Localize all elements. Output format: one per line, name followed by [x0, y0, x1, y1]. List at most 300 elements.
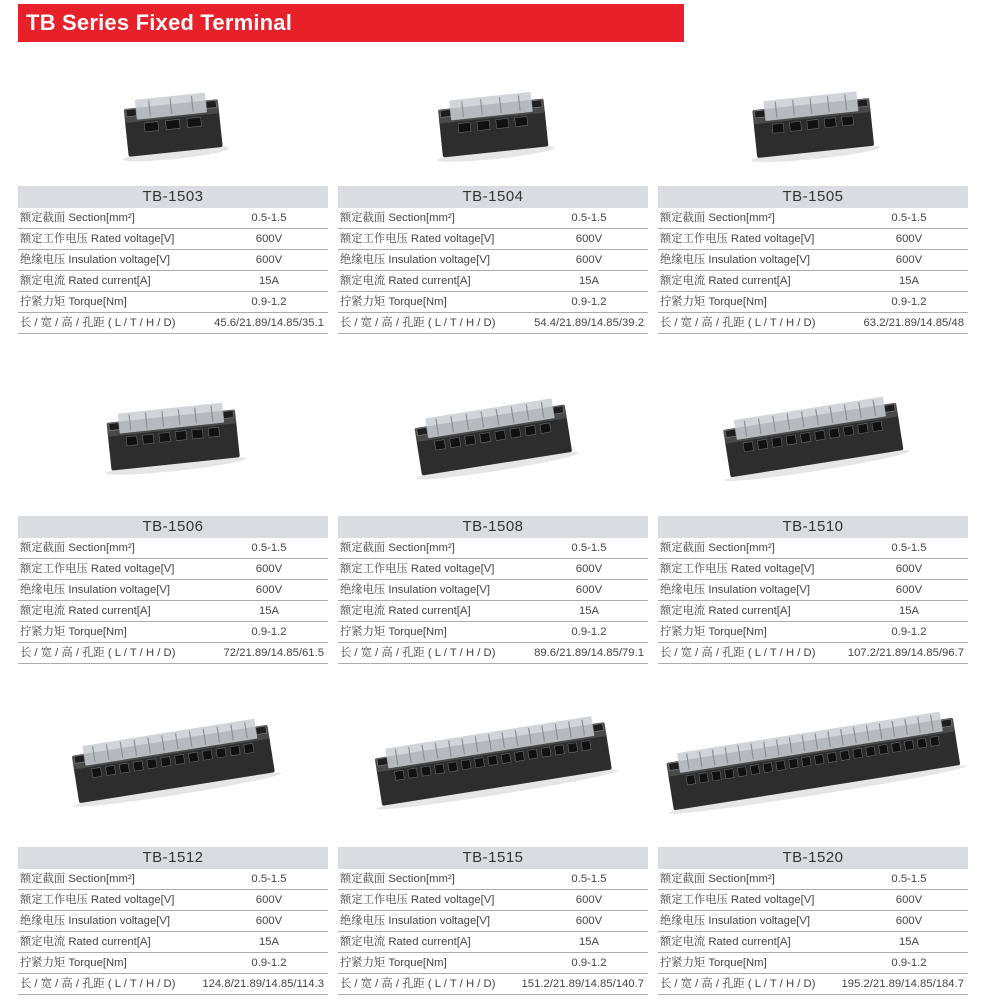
- terminal-slot: [175, 431, 186, 441]
- terminal-slot: [891, 742, 901, 752]
- insulation-voltage-row: [338, 911, 648, 932]
- terminal-slot: [757, 439, 768, 449]
- terminal-block: [431, 90, 555, 165]
- section-row: [338, 538, 648, 559]
- rated-voltage-row: [658, 229, 968, 250]
- spec-label: 拧紧力矩 Torque[Nm]: [20, 626, 127, 638]
- terminal-slot: [474, 758, 484, 768]
- spec-label: 拧紧力矩 Torque[Nm]: [20, 296, 127, 308]
- terminal-slot: [917, 738, 927, 748]
- terminal-block: [100, 401, 247, 478]
- terminal-slot: [133, 761, 143, 771]
- rated-current-row: [338, 601, 648, 622]
- spec-label: 长 / 宽 / 高 / 孔距 ( L / T / H / D): [20, 978, 176, 990]
- terminal-slot: [776, 761, 786, 771]
- spec-value: 0.9-1.2: [251, 957, 287, 969]
- spec-value: 600V: [255, 233, 283, 245]
- insulation-voltage-row: [338, 580, 648, 601]
- section-row: [18, 538, 328, 559]
- spec-table: [658, 516, 968, 664]
- terminal-illustration: [338, 54, 648, 184]
- terminal-slot: [480, 433, 491, 443]
- terminal-slot: [187, 117, 202, 127]
- section-row: [338, 869, 648, 890]
- spec-value: 15A: [258, 275, 280, 287]
- terminal-slot: [488, 755, 498, 765]
- terminal-slot: [92, 767, 102, 777]
- terminal-slot: [686, 775, 696, 785]
- spec-value: 72/21.89/14.85/61.5: [223, 647, 324, 659]
- terminal-slot: [581, 741, 591, 751]
- dimensions-row: [338, 974, 648, 995]
- spec-label: 额定工作电压 Rated voltage[V]: [20, 894, 175, 906]
- terminal-slot: [448, 762, 458, 772]
- spec-label: 拧紧力矩 Torque[Nm]: [340, 957, 447, 969]
- terminal-slot: [824, 118, 836, 128]
- spec-label: 额定工作电压 Rated voltage[V]: [340, 233, 495, 245]
- terminal-slot: [540, 423, 551, 433]
- dimensions-row: [338, 313, 648, 334]
- terminal-illustration: [658, 54, 968, 184]
- spec-value: 600V: [255, 584, 283, 596]
- spec-value: 15A: [258, 605, 280, 617]
- spec-label: 额定工作电压 Rated voltage[V]: [20, 233, 175, 245]
- rated-current-row: [338, 271, 648, 292]
- mount-hole-left: [109, 423, 120, 431]
- terminal-slot: [879, 744, 889, 754]
- spec-label: 额定截面 Section[mm²]: [20, 873, 135, 885]
- spec-value: 45.6/21.89/14.85/35.1: [214, 317, 324, 329]
- product-photo: [658, 690, 968, 820]
- product-photo: [658, 54, 968, 184]
- rated-voltage-row: [18, 559, 328, 580]
- terminal-slot: [699, 773, 709, 783]
- dimensions-row: [658, 643, 968, 664]
- spec-value: 15A: [578, 275, 600, 287]
- terminal-slot: [789, 121, 801, 131]
- terminal-slot: [126, 436, 137, 446]
- spec-value: 0.5-1.5: [891, 212, 927, 224]
- torque-row: [338, 953, 648, 974]
- spec-label: 额定截面 Section[mm²]: [660, 212, 775, 224]
- mount-hole-right: [884, 404, 895, 412]
- spec-label: 拧紧力矩 Torque[Nm]: [340, 296, 447, 308]
- terminal-illustration: [18, 366, 328, 496]
- rated-current-row: [338, 932, 648, 953]
- torque-row: [658, 622, 968, 643]
- spec-value: 124.8/21.89/14.85/114.3: [202, 978, 324, 990]
- terminal-slot: [829, 428, 840, 438]
- spec-value: 15A: [898, 275, 920, 287]
- spec-value: 600V: [255, 563, 283, 575]
- terminal-slot: [827, 752, 837, 762]
- spec-label: 长 / 宽 / 高 / 孔距 ( L / T / H / D): [20, 317, 176, 329]
- terminal-slot: [568, 743, 578, 753]
- spec-label: 额定电流 Rated current[A]: [660, 936, 791, 948]
- terminal-block: [117, 91, 230, 165]
- terminal-slot: [435, 440, 446, 450]
- spec-value: 15A: [258, 936, 280, 948]
- spec-table: [338, 847, 648, 995]
- spec-table: [18, 847, 328, 995]
- terminal-slot: [750, 765, 760, 775]
- spec-value: 600V: [575, 915, 603, 927]
- spec-value: 600V: [575, 563, 603, 575]
- torque-row: [338, 292, 648, 313]
- spec-value: 600V: [895, 915, 923, 927]
- terminal-slot: [166, 119, 181, 129]
- terminal-block: [659, 709, 967, 818]
- spec-value: 0.5-1.5: [891, 873, 927, 885]
- mount-hole-right: [553, 406, 564, 414]
- spec-value: 89.6/21.89/14.85/79.1: [534, 647, 644, 659]
- terminal-slot: [394, 770, 404, 780]
- rated-voltage-row: [658, 559, 968, 580]
- spec-label: 额定截面 Section[mm²]: [20, 542, 135, 554]
- torque-row: [18, 953, 328, 974]
- torque-row: [18, 292, 328, 313]
- mount-hole-left: [126, 109, 137, 117]
- terminal-slot: [763, 763, 773, 773]
- terminal-slot: [143, 434, 154, 444]
- spec-label: 额定电流 Rated current[A]: [20, 605, 151, 617]
- terminal-slot: [802, 756, 812, 766]
- dimensions-row: [658, 313, 968, 334]
- product-photo: [18, 366, 328, 496]
- terminal-slot: [866, 746, 876, 756]
- spec-label: 额定工作电压 Rated voltage[V]: [340, 563, 495, 575]
- torque-row: [18, 622, 328, 643]
- spec-label: 额定截面 Section[mm²]: [340, 212, 455, 224]
- spec-value: 15A: [578, 936, 600, 948]
- spec-value: 600V: [895, 584, 923, 596]
- terminal-block: [65, 716, 282, 811]
- terminal-slot: [119, 763, 129, 773]
- model-name: TB-1520: [658, 847, 968, 869]
- terminal-slot: [786, 435, 797, 445]
- spec-value: 15A: [898, 605, 920, 617]
- mount-hole-left: [754, 110, 765, 118]
- insulation-voltage-row: [658, 250, 968, 271]
- terminal-slot: [465, 435, 476, 445]
- spec-label: 绝缘电压 Insulation voltage[V]: [660, 915, 811, 927]
- terminal-slot: [161, 756, 171, 766]
- spec-label: 绝缘电压 Insulation voltage[V]: [660, 254, 811, 266]
- spec-value: 0.9-1.2: [571, 626, 607, 638]
- terminal-slot: [458, 122, 471, 132]
- model-name: TB-1512: [18, 847, 328, 869]
- terminal-slot: [743, 442, 754, 452]
- model-name: TB-1506: [18, 516, 328, 538]
- terminal-slot: [807, 119, 819, 129]
- mount-hole-left: [417, 427, 428, 435]
- rated-voltage-row: [658, 890, 968, 911]
- terminal-slot: [724, 769, 734, 779]
- spec-value: 600V: [255, 254, 283, 266]
- spec-value: 0.9-1.2: [251, 296, 287, 308]
- terminal-slot: [461, 760, 471, 770]
- spec-table: [338, 186, 648, 334]
- insulation-voltage-row: [338, 250, 648, 271]
- terminal-slot: [840, 750, 850, 760]
- terminal-slot: [528, 749, 538, 759]
- torque-row: [658, 292, 968, 313]
- spec-label: 额定工作电压 Rated voltage[V]: [340, 894, 495, 906]
- terminal-slot: [514, 751, 524, 761]
- rated-voltage-row: [338, 229, 648, 250]
- rated-current-row: [658, 601, 968, 622]
- spec-label: 额定电流 Rated current[A]: [20, 275, 151, 287]
- spec-table: [18, 186, 328, 334]
- rated-current-row: [18, 932, 328, 953]
- model-name: TB-1508: [338, 516, 648, 538]
- spec-value: 151.2/21.89/14.85/140.7: [521, 978, 644, 990]
- spec-table: [338, 516, 648, 664]
- spec-label: 额定电流 Rated current[A]: [660, 605, 791, 617]
- spec-label: 长 / 宽 / 高 / 孔距 ( L / T / H / D): [340, 647, 496, 659]
- spec-value: 600V: [255, 894, 283, 906]
- mount-hole-right: [256, 726, 267, 734]
- terminal-slot: [105, 765, 115, 775]
- spec-value: 600V: [895, 254, 923, 266]
- spec-label: 额定截面 Section[mm²]: [660, 873, 775, 885]
- spec-value: 600V: [575, 254, 603, 266]
- spec-value: 0.5-1.5: [571, 873, 607, 885]
- spec-label: 长 / 宽 / 高 / 孔距 ( L / T / H / D): [20, 647, 176, 659]
- spec-label: 绝缘电压 Insulation voltage[V]: [340, 584, 491, 596]
- spec-table: [658, 847, 968, 995]
- insulation-voltage-row: [18, 580, 328, 601]
- model-name: TB-1504: [338, 186, 648, 208]
- mount-hole-right: [206, 100, 217, 108]
- terminal-slot: [554, 745, 564, 755]
- rated-voltage-row: [18, 890, 328, 911]
- spec-value: 0.9-1.2: [891, 296, 927, 308]
- spec-value: 0.5-1.5: [571, 542, 607, 554]
- spec-table: [658, 186, 968, 334]
- spec-value: 0.5-1.5: [571, 212, 607, 224]
- spec-label: 绝缘电压 Insulation voltage[V]: [20, 584, 171, 596]
- spec-label: 额定截面 Section[mm²]: [340, 873, 455, 885]
- terminal-illustration: [18, 690, 328, 820]
- product-photo: [18, 54, 328, 184]
- terminal-illustration: [18, 54, 328, 184]
- product-photo: [338, 54, 648, 184]
- spec-value: 600V: [255, 915, 283, 927]
- spec-value: 600V: [895, 894, 923, 906]
- product-photo: [338, 690, 648, 820]
- mount-hole-left: [725, 429, 736, 437]
- spec-label: 拧紧力矩 Torque[Nm]: [660, 296, 767, 308]
- terminal-illustration: [658, 690, 968, 820]
- terminal-slot: [712, 771, 722, 781]
- spec-label: 长 / 宽 / 高 / 孔距 ( L / T / H / D): [660, 647, 816, 659]
- terminal-slot: [853, 748, 863, 758]
- insulation-voltage-row: [658, 911, 968, 932]
- spec-label: 绝缘电压 Insulation voltage[V]: [660, 584, 811, 596]
- spec-label: 额定工作电压 Rated voltage[V]: [20, 563, 175, 575]
- spec-label: 绝缘电压 Insulation voltage[V]: [340, 915, 491, 927]
- rated-voltage-row: [338, 890, 648, 911]
- terminal-slot: [192, 429, 203, 439]
- mount-hole-left: [668, 762, 679, 770]
- section-row: [658, 538, 968, 559]
- page-title: TB Series Fixed Terminal: [26, 10, 293, 35]
- mount-hole-right: [593, 723, 604, 731]
- spec-label: 长 / 宽 / 高 / 孔距 ( L / T / H / D): [340, 317, 496, 329]
- terminal-slot: [208, 427, 219, 437]
- spec-label: 额定工作电压 Rated voltage[V]: [660, 233, 815, 245]
- spec-value: 0.5-1.5: [251, 542, 287, 554]
- terminal-block: [407, 396, 579, 484]
- product-photo: [18, 690, 328, 820]
- terminal-slot: [872, 421, 883, 431]
- terminal-slot: [495, 430, 506, 440]
- section-row: [338, 208, 648, 229]
- spec-label: 长 / 宽 / 高 / 孔距 ( L / T / H / D): [660, 317, 816, 329]
- rated-voltage-row: [338, 559, 648, 580]
- spec-value: 0.9-1.2: [571, 957, 607, 969]
- spec-label: 额定电流 Rated current[A]: [340, 936, 471, 948]
- spec-label: 额定截面 Section[mm²]: [20, 212, 135, 224]
- terminal-illustration: [338, 690, 648, 820]
- mount-hole-right: [223, 411, 234, 419]
- terminal-slot: [789, 758, 799, 768]
- terminal-slot: [144, 122, 159, 132]
- mount-hole-left: [440, 109, 451, 117]
- spec-value: 600V: [895, 563, 923, 575]
- terminal-slot: [408, 768, 418, 778]
- spec-label: 额定截面 Section[mm²]: [660, 542, 775, 554]
- insulation-voltage-row: [658, 580, 968, 601]
- terminal-illustration: [658, 366, 968, 496]
- spec-label: 额定工作电压 Rated voltage[V]: [660, 894, 815, 906]
- section-row: [658, 869, 968, 890]
- terminal-slot: [772, 437, 783, 447]
- terminal-slot: [904, 740, 914, 750]
- terminal-slot: [434, 764, 444, 774]
- section-row: [658, 208, 968, 229]
- terminal-slot: [188, 752, 198, 762]
- dimensions-row: [18, 974, 328, 995]
- terminal-slot: [525, 425, 536, 435]
- spec-label: 绝缘电压 Insulation voltage[V]: [340, 254, 491, 266]
- spec-value: 15A: [578, 605, 600, 617]
- terminal-slot: [147, 759, 157, 769]
- terminal-slot: [202, 750, 212, 760]
- terminal-block: [716, 394, 911, 485]
- terminal-slot: [421, 766, 431, 776]
- product-photo: [658, 366, 968, 496]
- mount-hole-left: [74, 755, 85, 763]
- spec-label: 额定截面 Section[mm²]: [340, 542, 455, 554]
- terminal-slot: [450, 437, 461, 447]
- rated-current-row: [18, 271, 328, 292]
- spec-label: 拧紧力矩 Torque[Nm]: [20, 957, 127, 969]
- spec-label: 拧紧力矩 Torque[Nm]: [660, 957, 767, 969]
- mount-hole-right: [532, 100, 543, 108]
- spec-value: 15A: [898, 936, 920, 948]
- terminal-slot: [515, 116, 528, 126]
- terminal-illustration: [338, 366, 648, 496]
- terminal-slot: [541, 747, 551, 757]
- terminal-slot: [737, 767, 747, 777]
- spec-label: 长 / 宽 / 高 / 孔距 ( L / T / H / D): [660, 978, 816, 990]
- section-row: [18, 208, 328, 229]
- spec-value: 54.4/21.89/14.85/39.2: [534, 317, 644, 329]
- terminal-slot: [800, 432, 811, 442]
- model-name: TB-1503: [18, 186, 328, 208]
- terminal-slot: [815, 430, 826, 440]
- spec-label: 拧紧力矩 Torque[Nm]: [660, 626, 767, 638]
- terminal-slot: [159, 432, 170, 442]
- torque-row: [658, 953, 968, 974]
- rated-current-row: [18, 601, 328, 622]
- rated-voltage-row: [18, 229, 328, 250]
- terminal-slot: [230, 746, 240, 756]
- model-name: TB-1515: [338, 847, 648, 869]
- spec-label: 拧紧力矩 Torque[Nm]: [340, 626, 447, 638]
- terminal-block: [745, 89, 880, 165]
- spec-value: 63.2/21.89/14.85/48: [863, 317, 964, 329]
- terminal-slot: [814, 754, 824, 764]
- dimensions-row: [338, 643, 648, 664]
- dimensions-row: [18, 313, 328, 334]
- spec-value: 600V: [575, 233, 603, 245]
- spec-value: 107.2/21.89/14.85/96.7: [847, 647, 964, 659]
- terminal-slot: [216, 748, 226, 758]
- spec-value: 600V: [895, 233, 923, 245]
- torque-row: [338, 622, 648, 643]
- terminal-slot: [772, 123, 784, 133]
- product-photo: [338, 366, 648, 496]
- spec-label: 额定电流 Rated current[A]: [340, 605, 471, 617]
- spec-value: 0.5-1.5: [251, 873, 287, 885]
- insulation-voltage-row: [18, 250, 328, 271]
- spec-value: 195.2/21.89/14.85/184.7: [841, 978, 964, 990]
- spec-table: [18, 516, 328, 664]
- mount-hole-right: [941, 719, 952, 727]
- section-row: [18, 869, 328, 890]
- terminal-slot: [858, 423, 869, 433]
- terminal-slot: [477, 120, 490, 130]
- rated-current-row: [658, 932, 968, 953]
- spec-label: 额定工作电压 Rated voltage[V]: [660, 563, 815, 575]
- spec-label: 额定电流 Rated current[A]: [340, 275, 471, 287]
- spec-value: 0.5-1.5: [251, 212, 287, 224]
- mount-hole-left: [377, 758, 388, 766]
- terminal-slot: [930, 736, 940, 746]
- spec-value: 0.9-1.2: [891, 957, 927, 969]
- terminal-slot: [244, 743, 254, 753]
- spec-label: 长 / 宽 / 高 / 孔距 ( L / T / H / D): [340, 978, 496, 990]
- terminal-slot: [843, 426, 854, 436]
- terminal-slot: [175, 754, 185, 764]
- spec-label: 绝缘电压 Insulation voltage[V]: [20, 915, 171, 927]
- dimensions-row: [18, 643, 328, 664]
- spec-value: 0.9-1.2: [891, 626, 927, 638]
- terminal-block: [368, 713, 619, 813]
- terminal-slot: [501, 753, 511, 763]
- spec-value: 0.5-1.5: [891, 542, 927, 554]
- spec-label: 额定电流 Rated current[A]: [660, 275, 791, 287]
- model-name: TB-1505: [658, 186, 968, 208]
- model-name: TB-1510: [658, 516, 968, 538]
- terminal-slot: [842, 116, 854, 126]
- spec-label: 绝缘电压 Insulation voltage[V]: [20, 254, 171, 266]
- dimensions-row: [658, 974, 968, 995]
- spec-value: 0.9-1.2: [571, 296, 607, 308]
